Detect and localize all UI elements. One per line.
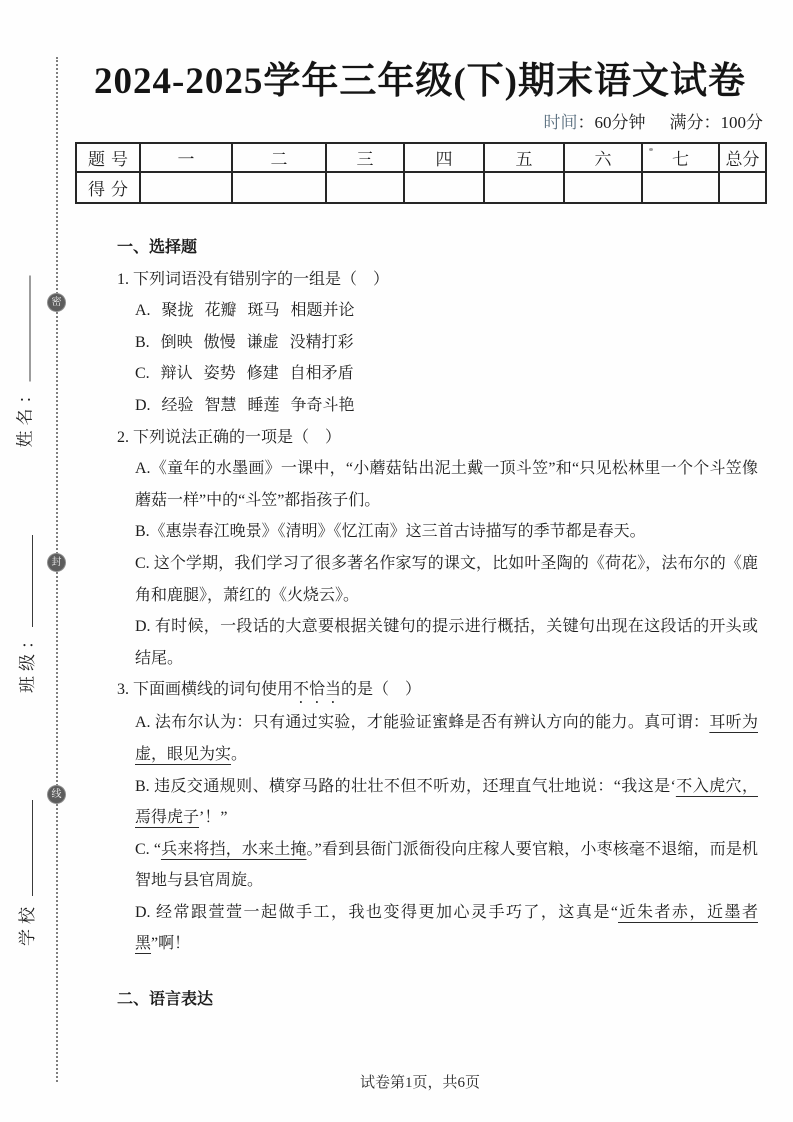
question-2-option-b: B.《惠崇春江晚景》《清明》《忆江南》这三首古诗描写的季节都是春天。 — [135, 523, 646, 541]
q3b-text-end: ’！” — [199, 809, 228, 827]
score-cell — [564, 172, 642, 203]
exam-title: 2024-2025学年三年级(下)期末语文试卷 — [94, 61, 746, 102]
score-table — [75, 142, 767, 204]
exam-meta — [544, 108, 764, 133]
page-footer: 试卷第1页，共6页 — [359, 1075, 480, 1091]
name-label: 姓名： — [15, 381, 35, 448]
name-blank-line — [14, 276, 31, 382]
score-table-col-2: 二 — [232, 143, 326, 172]
score-table-total-label: 总分 — [719, 143, 766, 172]
q3-stem-text-end: 的是（ ） — [341, 681, 422, 699]
question-1-stem: 1. 下列词语没有错别字的一组是（ ） — [117, 270, 390, 288]
score-cell — [232, 172, 326, 203]
score-table-col-7: 七 — [642, 143, 719, 172]
student-school-field — [16, 794, 40, 946]
scan-speck — [649, 148, 653, 151]
question-1-option-d: D. 经验 智慧 睡莲 争奇斗艳 — [135, 396, 355, 414]
score-cell — [140, 172, 232, 203]
student-class-field — [16, 537, 40, 693]
score-cell — [719, 172, 766, 203]
seal-char-xian: 线 — [48, 786, 65, 803]
time-label: 时间 — [543, 113, 578, 132]
question-3-option-c — [117, 834, 758, 897]
q3-stem-text: 3. 下面画横线的词句使用 — [117, 681, 294, 699]
score-cell — [642, 172, 719, 203]
score-table-col-1: 一 — [140, 143, 232, 172]
q3b-text: B. 违反交通规则、横穿马路的壮壮不但不听劝，还理直气壮地说：“我这是‘ — [135, 777, 676, 795]
class-label: 班级： — [18, 627, 37, 693]
score-table-col-4: 四 — [404, 143, 484, 172]
question-3-option-d — [117, 897, 758, 960]
question-2-option-c: C. 这个学期，我们学习了很多著名作家写的课文，比如叶圣陶的《荷花》，法布尔的《鹿角和鹿腿》，萧红的《火烧云》。 — [135, 554, 758, 604]
time-value: ：60分钟 — [577, 113, 646, 132]
section-1-heading: 一、选择题 — [117, 239, 198, 256]
question-2-option-d: D. 有时候，一段话的大意要根据关键句的提示进行概括，关键句出现在这段话的开头或结尾。 — [135, 618, 758, 667]
question-3-stem — [117, 674, 758, 707]
exam-body — [117, 232, 758, 1016]
score-cell — [404, 172, 484, 203]
seal-char-feng: 封 — [48, 554, 65, 571]
q3-stem-emphasized: 不恰当 — [293, 681, 342, 699]
full-score-label: 满分 — [669, 113, 704, 132]
class-blank-line — [16, 535, 33, 627]
score-table-header-row — [76, 143, 766, 172]
q3c-text-end: 。”看到县衙门派衙役向庄稼人要官粮，小枣核毫不退缩，而是机智地与县官周旋。 — [135, 840, 758, 890]
score-table-question-label: 题号 — [76, 143, 140, 172]
question-3-option-a — [117, 707, 758, 770]
seal-char-mi: 密 — [48, 294, 65, 311]
school-label: 学校 — [18, 902, 37, 946]
score-table-col-3: 三 — [326, 143, 404, 172]
question-2-option-a: A.《童年的水墨画》一课中，“小蘑菇钻出泥土戴一顶斗笠”和“只见松林里一个个斗笠像蘑菇一样”中的“斗笠”都指孩子们。 — [135, 460, 758, 509]
score-cell — [326, 172, 404, 203]
question-3-option-b — [117, 771, 758, 834]
score-row-label: 得分 — [76, 172, 140, 203]
q3a-text-end: 。 — [231, 745, 248, 763]
question-2-stem: 2. 下列说法正确的一项是（ ） — [117, 428, 342, 446]
q3d-text-end: ”啊！ — [151, 935, 191, 953]
score-cell — [484, 172, 564, 203]
q3d-text: D. 经常跟萱萱一起做手工，我也变得更加心灵手巧了，这真是“ — [135, 903, 619, 921]
q3d-underlined-idiom: 近朱者赤，近墨者黑 — [135, 903, 758, 953]
q3c-underlined-idiom: 兵来将挡，水来土掩 — [160, 840, 307, 858]
score-table-col-6: 六 — [564, 143, 642, 172]
question-1-option-b: B. 倒映 傲慢 谦虚 没精打彩 — [135, 333, 354, 351]
student-name-field — [14, 273, 38, 448]
q3b-underlined-idiom: 不入虎穴，焉得虎子 — [135, 777, 758, 827]
score-table-col-5: 五 — [484, 143, 564, 172]
full-score-value: ：100分 — [703, 113, 763, 132]
question-1-option-c: C. 辩认 姿势 修建 自相矛盾 — [135, 365, 354, 383]
question-1-option-a: A. 聚拢 花瓣 斑马 相题并论 — [135, 302, 355, 320]
q3c-text: C. “ — [135, 840, 161, 858]
score-table-score-row — [76, 172, 766, 203]
section-2-heading: 二、语言表达 — [117, 991, 214, 1009]
q3a-underlined-idiom: 耳听为虚，眼见为实 — [135, 714, 758, 763]
school-blank-line — [16, 800, 33, 896]
q3a-text: A. 法布尔认为：只有通过实验，才能验证蜜蜂是否有辨认方向的能力。真可谓： — [135, 714, 710, 732]
